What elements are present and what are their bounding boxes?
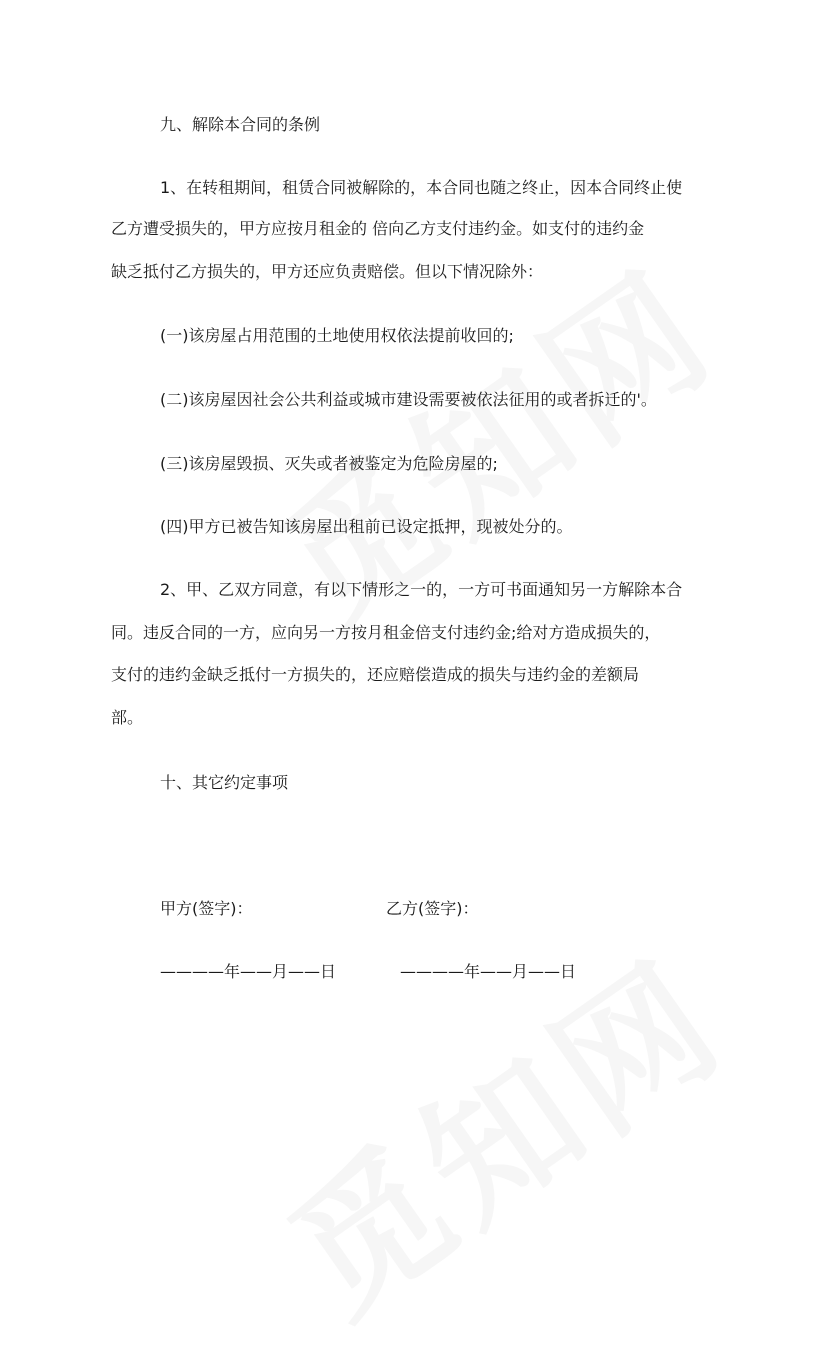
clause-1-line: 缺乏抵付乙方损失的，甲方还应负责赔偿。但以下情况除外： [111,262,544,281]
clause-2-line: 2、甲、乙双方同意，有以下情形之一的，一方可书面通知另一方解除本合 [160,580,683,599]
exception-item: (二)该房屋因社会公共利益或城市建设需要被依法征用的或者拆迁的'。 [160,390,657,409]
party-b-signature-label: 乙方(签字)： [386,899,479,918]
clause-2-line: 同。违反合同的一方，应向另一方按月租金倍支付违约金;给对方造成损失的， [111,623,661,642]
clause-2-line: 部。 [111,708,144,727]
party-b-date: ————年——月——日 [400,962,577,981]
exception-item: (一)该房屋占用范围的土地使用权依法提前收回的; [160,326,514,345]
party-a-signature-label: 甲方(签字)： [160,899,253,918]
section-10-heading: 十、其它约定事项 [160,773,289,792]
section-9-heading: 九、解除本合同的条例 [160,115,321,134]
exception-item: (三)该房屋毁损、灭失或者被鉴定为危险房屋的; [160,454,498,473]
clause-1-line: 乙方遭受损失的，甲方应按月租金的 倍向乙方支付违约金。如支付的违约金 [111,219,645,238]
clause-2-line: 支付的违约金缺乏抵付一方损失的，还应赔偿造成的损失与违约金的差额局 [111,665,640,684]
clause-1-line: 1、在转租期间，租赁合同被解除的，本合同也随之终止，因本合同终止使 [160,178,683,197]
exception-item: (四)甲方已被告知该房屋出租前已设定抵押，现被处分的。 [160,517,573,536]
party-a-date: ————年——月——日 [160,962,337,981]
